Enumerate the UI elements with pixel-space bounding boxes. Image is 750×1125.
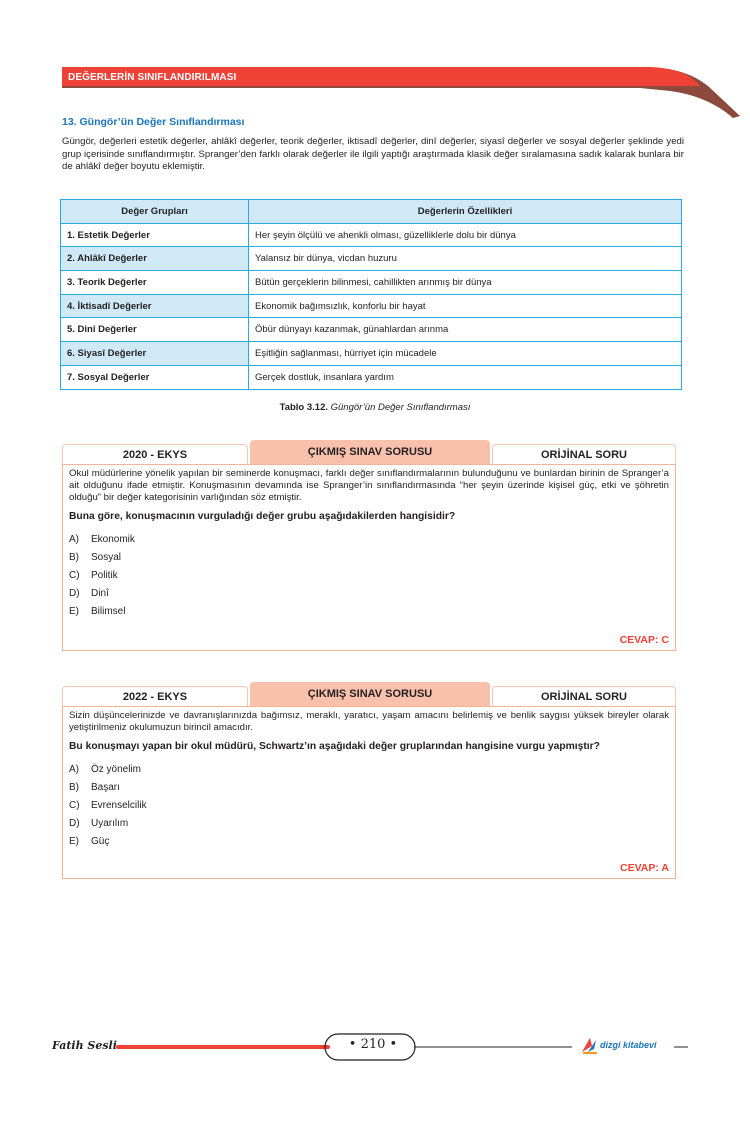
option-letter: D) — [69, 818, 80, 829]
exam-year-tab: 2022 - EKYS — [62, 686, 248, 706]
answer-key: CEVAP: A — [619, 862, 669, 874]
option-letter: D) — [69, 588, 80, 599]
answer-key: CEVAP: C — [619, 634, 669, 646]
table-cell-desc: Bütün gerçeklerin bilinmesi, cahillikten arınmış bir dünya — [249, 271, 682, 295]
publisher-logo-icon — [580, 1034, 600, 1056]
table-cell-desc: Öbür dünyayı kazanmak, günahlardan arınma — [249, 318, 682, 342]
question-body — [62, 464, 676, 651]
past-exam-tab: ÇIKMIŞ SINAV SORUSU — [250, 682, 490, 706]
table-cell-desc: Yalansız bir dünya, vicdan huzuru — [249, 247, 682, 271]
table-row — [61, 318, 682, 342]
option-text: Başarı — [91, 782, 120, 793]
question-stem: Buna göre, konuşmacının vurguladığı değer grubu aşağıdakilerden hangisidir? — [69, 511, 456, 522]
table-row — [61, 271, 682, 295]
answer-option — [69, 797, 669, 815]
table-cell-desc: Her şeyin ölçülü ve ahenkli olması, güzelliklerle dolu bir dünya — [249, 223, 682, 247]
table-cell-group: 1. Estetik Değerler — [61, 223, 249, 247]
exam-question-box — [62, 440, 676, 651]
table-row — [61, 342, 682, 366]
table-cell-group: 2. Ahlâkî Değerler — [61, 247, 249, 271]
option-letter: B) — [69, 552, 79, 563]
question-body — [62, 706, 676, 879]
option-letter: E) — [69, 836, 79, 847]
answer-option — [69, 585, 669, 603]
table-cell-desc: Gerçek dostluk, insanlara yardım — [249, 365, 682, 389]
option-letter: A) — [69, 764, 79, 775]
option-text: Güç — [91, 836, 110, 847]
table-cell-group: 6. Siyasî Değerler — [61, 342, 249, 366]
option-text: Evrenselcilik — [91, 800, 147, 811]
question-stem: Bu konuşmayı yapan bir okul müdürü, Schwartz’ın aşağıdaki değer gruplarından hangisine vurgu yapmıştır? — [69, 741, 600, 752]
table-row — [61, 247, 682, 271]
table-caption — [0, 402, 750, 413]
answer-option — [69, 531, 669, 549]
option-text: Öz yönelim — [91, 764, 142, 775]
answer-option — [69, 833, 669, 851]
intro-paragraph: Güngör, değerleri estetik değerler, ahlâkî değerler, teorik değerler, iktisadî değerler, dinî değerler, siyasî değerler ve sosyal değerler şeklinde yedi grup içerisinde sınıflandırmıştır. Spranger’den farklı olarak değerler ile ilgili yaptığı araştırmada klasik değer sıralamasına sadık kalarak bunlara bir de ahlâkî değer boyutu eklemiştir. — [62, 136, 684, 172]
section-title: 13. Güngör’ün Değer Sınıflandırması — [62, 116, 245, 128]
answer-option — [69, 603, 669, 621]
table-cell-desc: Eşitliğin sağlanması, hürriyet için mücadele — [249, 342, 682, 366]
option-letter: E) — [69, 606, 79, 617]
option-text: Bilimsel — [91, 606, 126, 617]
option-text: Dinî — [91, 588, 109, 599]
value-classification-table — [60, 199, 682, 390]
question-text: Okul müdürlerine yönelik yapılan bir seminerde konuşmacı, farklı değer sınıflandırmalarının bulunduğunu ve bunlardan birinin de Spranger’a ait olduğunu ifade etmiştir. Konuşmasının devamında ise Spranger’in sınıflandırmasında “her şeyin üzerinde kişisel güç, etki ve şöhretin olduğu” bir değer kategorisinin varlığından söz etmiştir. — [69, 468, 669, 503]
option-text: Sosyal — [91, 552, 122, 563]
table-header-desc: Değerlerin Özellikleri — [249, 200, 682, 224]
table-header-row — [61, 200, 682, 224]
table-cell-group: 5. Dinî Değerler — [61, 318, 249, 342]
caption-label: Tablo 3.12. — [279, 402, 328, 413]
answer-option — [69, 549, 669, 567]
table-cell-desc: Ekonomik bağımsızlık, konforlu bir hayat — [249, 294, 682, 318]
table-cell-group: 7. Sosyal Değerler — [61, 365, 249, 389]
option-letter: C) — [69, 800, 80, 811]
question-tabs — [62, 682, 676, 706]
option-letter: C) — [69, 570, 80, 581]
past-exam-tab: ÇIKMIŞ SINAV SORUSU — [250, 440, 490, 464]
answer-option — [69, 779, 669, 797]
option-letter: A) — [69, 534, 79, 545]
option-text: Politik — [91, 570, 118, 581]
question-tabs — [62, 440, 676, 464]
caption-text: Güngör’ün Değer Sınıflandırması — [328, 402, 471, 413]
table-cell-group: 4. İktisadî Değerler — [61, 294, 249, 318]
question-text: Sizin düşüncelerinizde ve davranışlarınızda bağımsız, meraklı, yaratıcı, yaşam amacını belirlemiş ve benlik saygısı yüksek bireyler olarak yetiştirilmeniz okulumuzun birincil amacıdır. — [69, 710, 669, 733]
original-question-tab: ORİJİNAL SORU — [492, 444, 676, 464]
option-letter: B) — [69, 782, 79, 793]
page-number: • 210 • — [348, 1037, 398, 1052]
publisher-name: dizgi kitabevi — [600, 1040, 657, 1050]
table-cell-group: 3. Teorik Değerler — [61, 271, 249, 295]
original-question-tab: ORİJİNAL SORU — [492, 686, 676, 706]
answer-option — [69, 567, 669, 585]
option-text: Ekonomik — [91, 534, 135, 545]
header-title: DEĞERLERİN SINIFLANDIRILMASI — [68, 72, 237, 83]
table-row — [61, 294, 682, 318]
table-row — [61, 223, 682, 247]
exam-year-tab: 2020 - EKYS — [62, 444, 248, 464]
author-name: Fatih Sesli — [52, 1039, 117, 1052]
exam-question-box — [62, 682, 676, 879]
table-row — [61, 365, 682, 389]
table-header-group: Değer Grupları — [61, 200, 249, 224]
answer-option — [69, 761, 669, 779]
answer-option — [69, 815, 669, 833]
option-text: Uyarılım — [91, 818, 129, 829]
